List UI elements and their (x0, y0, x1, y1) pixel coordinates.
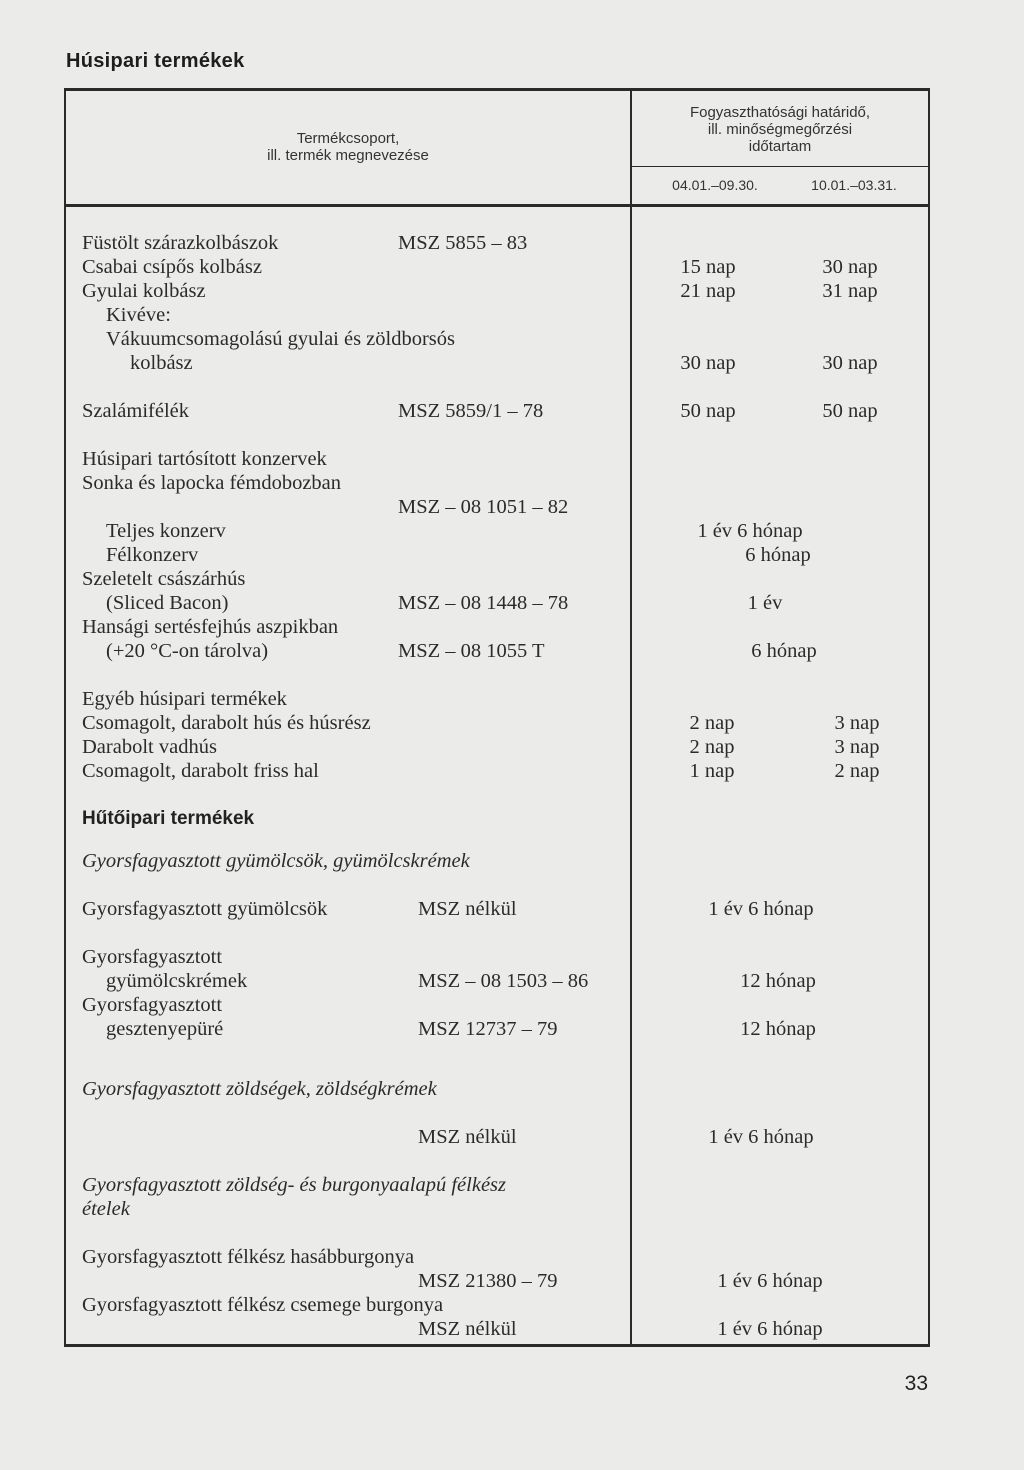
row-name: Gyorsfagyasztott félkész csemege burgonya (82, 1294, 444, 1316)
section-heading: Hűtőipari termékek (82, 808, 255, 829)
page-number: 33 (904, 1372, 928, 1395)
subsection-heading: Gyorsfagyasztott zöldség- és burgonyaalapú félkész (82, 1174, 507, 1196)
running-header: Húsipari termékek (66, 50, 245, 72)
row-value-summer: 1 nap (689, 760, 735, 782)
row-standard: MSZ 5855 – 83 (398, 232, 528, 254)
row-value: 6 hónap (745, 544, 811, 566)
validity-header-line2: ill. minőségmegőrzési (707, 121, 853, 138)
row-standard: MSZ – 08 1055 T (398, 640, 545, 662)
product-column-header (66, 130, 630, 164)
row-name: Darabolt vadhús (82, 736, 217, 758)
row-value: 1 év (747, 592, 783, 614)
validity-header-line3: időtartam (748, 138, 812, 155)
table-right-rule (928, 88, 930, 1346)
validity-header-line1: Fogyaszthatósági határidő, (689, 104, 871, 121)
row-value-winter: 30 nap (822, 352, 878, 374)
row-name: Gyorsfagyasztott (82, 994, 223, 1016)
row-name: Gyorsfagyasztott (82, 946, 223, 968)
subsection-heading: ételek (82, 1198, 130, 1220)
row-standard: MSZ – 08 1448 – 78 (398, 592, 569, 614)
row-value: 1 év 6 hónap (717, 1318, 823, 1340)
row-name: gyümölcskrémek (106, 970, 248, 992)
row-standard: MSZ – 08 1503 – 86 (418, 970, 589, 992)
row-name: Csabai csípős kolbász (82, 256, 262, 278)
product-header-line2: ill. termék megnevezése (267, 147, 429, 164)
table-top-rule (66, 88, 930, 91)
row-name: Egyéb húsipari termékek (82, 688, 287, 710)
row-value-winter: 30 nap (822, 256, 878, 278)
row-standard: MSZ 21380 – 79 (418, 1270, 558, 1292)
row-standard: MSZ nélkül (418, 898, 517, 920)
row-value-winter: 3 nap (834, 736, 880, 758)
row-name: Kivéve: (106, 304, 171, 326)
table-column-rule (630, 88, 632, 1346)
row-name: (+20 °C-on tárolva) (106, 640, 269, 662)
row-standard: MSZ – 08 1051 – 82 (398, 496, 569, 518)
row-value-winter: 50 nap (822, 400, 878, 422)
row-name: (Sliced Bacon) (106, 592, 229, 614)
row-value-summer: 30 nap (680, 352, 736, 374)
table-bottom-rule (64, 1344, 930, 1347)
row-standard: MSZ nélkül (418, 1126, 517, 1148)
row-name: Szalámifélék (82, 400, 190, 422)
row-value-summer: 50 nap (680, 400, 736, 422)
row-name: Húsipari tartósított konzervek (82, 448, 327, 470)
row-value-summer: 2 nap (689, 736, 735, 758)
product-header-line1: Termékcsoport, (296, 130, 400, 147)
row-name: Félkonzerv (106, 544, 199, 566)
row-value: 12 hónap (740, 1018, 816, 1040)
row-value: 6 hónap (751, 640, 817, 662)
row-value: 1 év 6 hónap (697, 520, 803, 542)
row-name: Szeletelt császárhús (82, 568, 246, 590)
row-standard: MSZ 5859/1 – 78 (398, 400, 544, 422)
row-standard: MSZ nélkül (418, 1318, 517, 1340)
period-summer-header: 04.01.–09.30. (672, 177, 758, 193)
row-name: Gyulai kolbász (82, 280, 206, 302)
row-name: Vákuumcsomagolású gyulai és zöldborsós (106, 328, 456, 350)
subsection-heading: Gyorsfagyasztott zöldségek, zöldségkrémek (82, 1078, 437, 1100)
row-name: Gyorsfagyasztott gyümölcsök (82, 898, 328, 920)
period-divider-rule (632, 166, 930, 167)
row-name: gesztenyepüré (106, 1018, 224, 1040)
row-value: 1 év 6 hónap (708, 1126, 814, 1148)
validity-column-header (632, 104, 928, 155)
header-bottom-rule (66, 204, 930, 207)
row-name: Gyorsfagyasztott félkész hasábburgonya (82, 1246, 415, 1268)
row-value-winter: 31 nap (822, 280, 878, 302)
row-value: 1 év 6 hónap (708, 898, 814, 920)
row-value-winter: 2 nap (834, 760, 880, 782)
row-value-summer: 2 nap (689, 712, 735, 734)
row-name: Teljes konzerv (106, 520, 226, 542)
row-standard: MSZ 12737 – 79 (418, 1018, 558, 1040)
row-name: Csomagolt, darabolt hús és húsrész (82, 712, 371, 734)
row-value-winter: 3 nap (834, 712, 880, 734)
subsection-heading: Gyorsfagyasztott gyümölcsök, gyümölcskrémek (82, 850, 470, 872)
table-left-rule (64, 88, 66, 1346)
row-value: 1 év 6 hónap (717, 1270, 823, 1292)
row-name: Hansági sertésfejhús aszpikban (82, 616, 339, 638)
row-value-summer: 15 nap (680, 256, 736, 278)
row-name: Sonka és lapocka fémdobozban (82, 472, 342, 494)
row-name: kolbász (130, 352, 193, 374)
row-name: Csomagolt, darabolt friss hal (82, 760, 319, 782)
row-value: 12 hónap (740, 970, 816, 992)
period-winter-header: 10.01.–03.31. (811, 177, 897, 193)
row-name: Füstölt szárazkolbászok (82, 232, 279, 254)
row-value-summer: 21 nap (680, 280, 736, 302)
